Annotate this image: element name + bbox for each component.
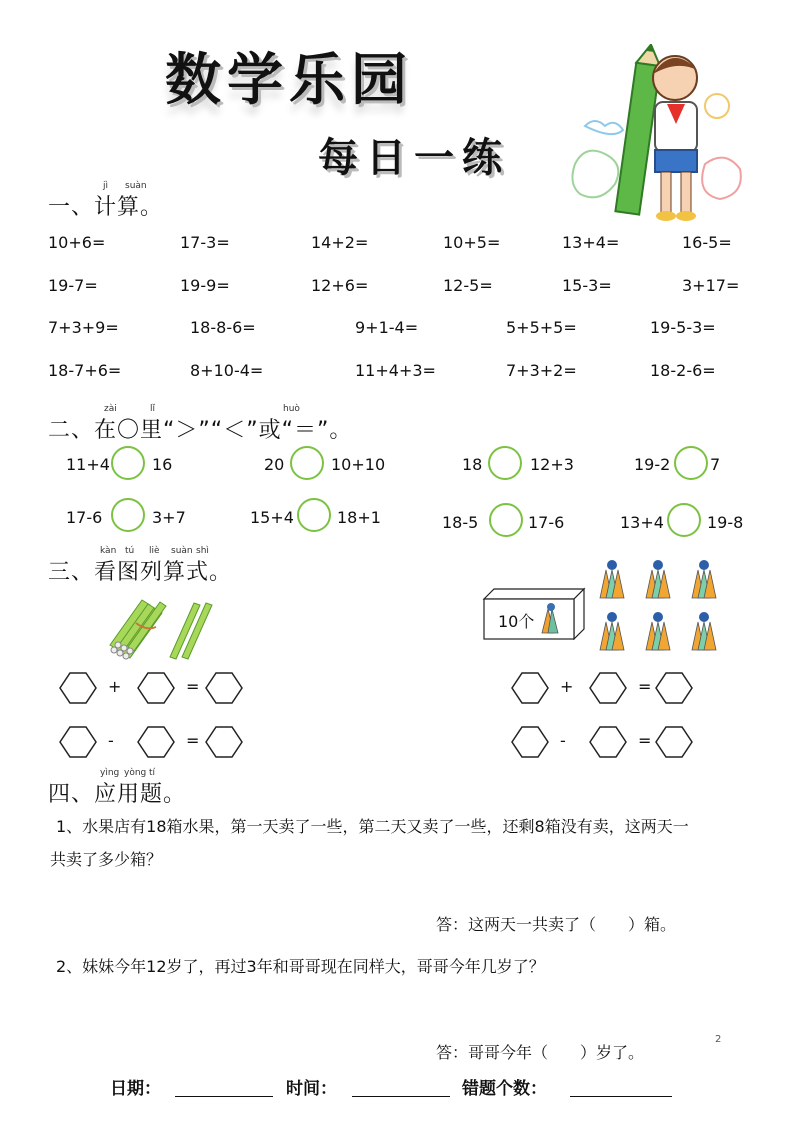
answer-1: 答：这两天一共卖了（ ）箱。: [436, 915, 677, 934]
calc-item: 16-5=: [682, 233, 732, 252]
errors-blank[interactable]: [570, 1096, 672, 1097]
compare-left: 18-5: [442, 513, 479, 532]
calc-item: 8+10-4=: [190, 361, 264, 380]
boy-with-pencil-illustration: [555, 44, 755, 234]
compare-right: 10+10: [331, 455, 386, 474]
page-title: 数学乐园: [165, 47, 413, 113]
errors-label: 错题个数：: [462, 1079, 547, 1099]
pinyin-ji: jì: [103, 181, 109, 191]
date-label: 日期：: [110, 1079, 161, 1099]
compare-left: 15+4: [250, 508, 294, 527]
compare-right: 12+3: [530, 455, 574, 474]
section3-heading: 三、看图列算式。: [48, 560, 233, 585]
pinyin-suan: suàn: [125, 181, 147, 191]
calc-item: 12-5=: [443, 276, 493, 295]
compare-circle[interactable]: [111, 498, 145, 532]
calc-item: 15-3=: [562, 276, 612, 295]
page-number: 2: [715, 1034, 722, 1045]
calc-item: 18-2-6=: [650, 361, 716, 380]
compare-left: 13+4: [620, 513, 664, 532]
pinyin-ying: yìng: [100, 768, 120, 778]
calc-item: 10+5=: [443, 233, 501, 252]
pinyin-suan: suàn: [171, 546, 193, 556]
minus-sign: -: [560, 731, 566, 750]
compare-circle[interactable]: [297, 498, 331, 532]
section2-heading: 二、在〇里“＞”“＜”或“＝”。: [48, 418, 353, 443]
pinyin-shi: shì: [196, 546, 209, 556]
compare-left: 18: [462, 455, 483, 474]
calc-item: 5+5+5=: [506, 318, 577, 337]
calc-item: 14+2=: [311, 233, 369, 252]
pinyin-tu: tú: [125, 546, 135, 556]
pinyin-ti: tí: [149, 768, 156, 778]
calc-item: 7+3+2=: [506, 361, 577, 380]
pinyin-lie: liè: [149, 546, 160, 556]
equation-row-minus-right: [502, 724, 702, 760]
plus-sign: +: [560, 677, 574, 696]
calc-item: 19-5-3=: [650, 318, 716, 337]
calc-item: 13+4=: [562, 233, 620, 252]
shuttlecocks-illustration: [596, 560, 726, 660]
pinyin-zai: zài: [104, 404, 117, 414]
compare-circle[interactable]: [489, 503, 523, 537]
calc-item: 19-7=: [48, 276, 98, 295]
compare-circle[interactable]: [674, 446, 708, 480]
calc-item: 9+1-4=: [355, 318, 419, 337]
equation-row-plus-right: [502, 670, 702, 706]
calc-item: 19-9=: [180, 276, 230, 295]
date-blank[interactable]: [175, 1096, 273, 1097]
time-blank[interactable]: [352, 1096, 450, 1097]
word-problem-1-line1: 1、水果店有18箱水果，第一天卖了一些，第二天又卖了一些，还剩8箱没有卖，这两天一: [56, 817, 689, 836]
minus-sign: -: [108, 731, 114, 750]
compare-circle[interactable]: [667, 503, 701, 537]
word-problem-2: 2、妹妹今年12岁了，再过3年和哥哥现在同样大，哥哥今年几岁了？: [56, 957, 545, 976]
compare-right: 19-8: [707, 513, 744, 532]
pinyin-kan: kàn: [100, 546, 117, 556]
equals-sign: =: [638, 677, 652, 696]
equation-row-plus-left: [50, 670, 250, 706]
box-illustration: [480, 585, 590, 640]
compare-right: 7: [710, 455, 721, 474]
calc-item: 11+4+3=: [355, 361, 436, 380]
equals-sign: =: [638, 731, 652, 750]
time-label: 时间：: [286, 1079, 337, 1099]
pinyin-yong: yòng: [124, 768, 147, 778]
compare-circle[interactable]: [290, 446, 324, 480]
calc-item: 3+17=: [682, 276, 740, 295]
equals-sign: =: [186, 677, 200, 696]
compare-circle[interactable]: [488, 446, 522, 480]
calc-item: 18-8-6=: [190, 318, 256, 337]
pinyin-huo: huò: [283, 404, 300, 414]
answer-2: 答：哥哥今年（ ）岁了。: [436, 1043, 645, 1062]
section1-heading: 一、计算。: [48, 195, 164, 220]
compare-right: 16: [152, 455, 173, 474]
sticks-bundle-illustration: [100, 595, 220, 665]
section4-heading: 四、应用题。: [48, 782, 187, 807]
equals-sign: =: [186, 731, 200, 750]
compare-right: 17-6: [528, 513, 565, 532]
calc-item: 10+6=: [48, 233, 106, 252]
compare-right: 18+1: [337, 508, 381, 527]
word-problem-1-line2: 共卖了多少箱？: [50, 850, 163, 869]
compare-left: 17-6: [66, 508, 103, 527]
compare-right: 3+7: [152, 508, 186, 527]
compare-left: 19-2: [634, 455, 671, 474]
compare-circle[interactable]: [111, 446, 145, 480]
calc-item: 18-7+6=: [48, 361, 122, 380]
page-subtitle: 每日一练: [318, 134, 510, 181]
compare-left: 11+4: [66, 455, 110, 474]
box-label: 10个: [498, 612, 535, 631]
calc-item: 7+3+9=: [48, 318, 119, 337]
pinyin-li: lǐ: [150, 404, 156, 414]
calc-item: 12+6=: [311, 276, 369, 295]
equation-row-minus-left: [50, 724, 250, 760]
compare-left: 20: [264, 455, 285, 474]
calc-item: 17-3=: [180, 233, 230, 252]
plus-sign: +: [108, 677, 122, 696]
